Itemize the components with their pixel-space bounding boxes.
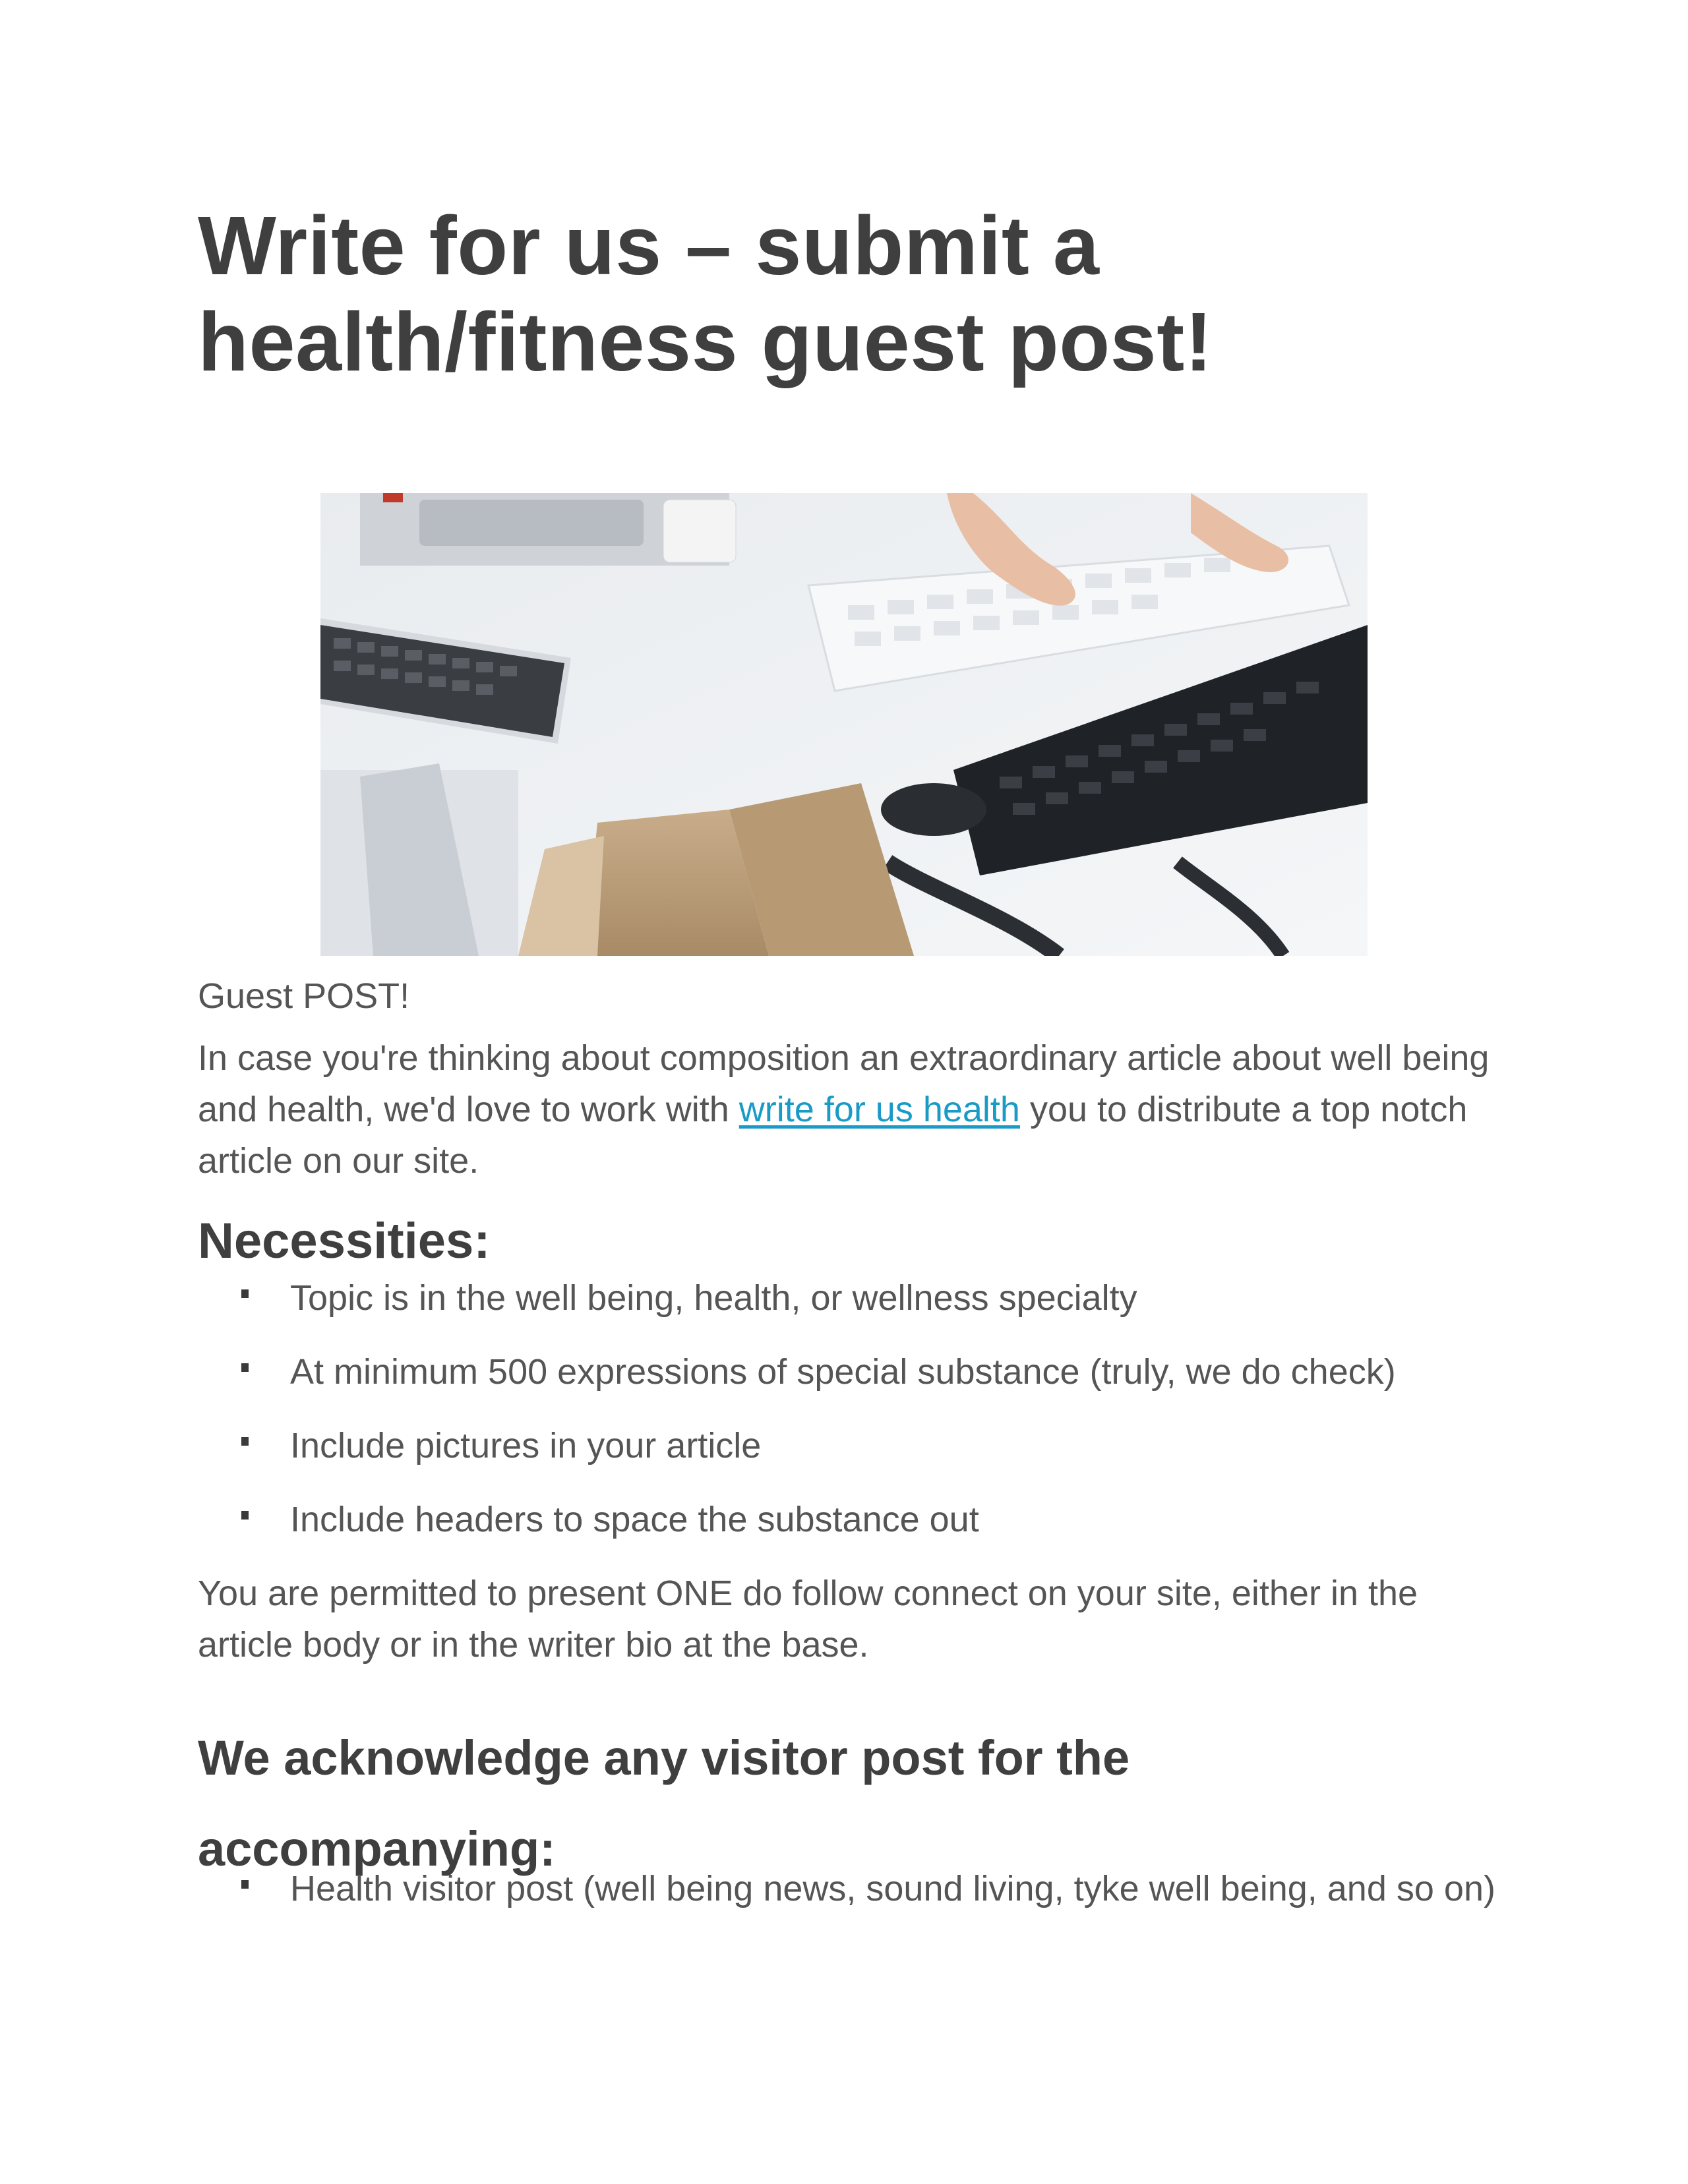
list-item (198, 1420, 1503, 1471)
square-bullet-icon (241, 1880, 249, 1889)
list-item-text: Include headers to space the substance out (290, 1500, 979, 1539)
accept-heading-line-2: accompanying: (198, 1821, 556, 1876)
accepted-topics-list (198, 1863, 1503, 1914)
square-bullet-icon (241, 1437, 249, 1446)
necessities-list (198, 1272, 1503, 1568)
page-title-line-2: health/fitness guest post! (198, 295, 1213, 388)
square-bullet-icon (241, 1289, 249, 1298)
list-item (198, 1494, 1503, 1545)
list-item (198, 1272, 1503, 1324)
list-item-text: At minimum 500 expressions of special substance (truly, we do check) (290, 1352, 1396, 1392)
intro-paragraph (198, 1032, 1490, 1187)
hero-illustration (320, 493, 1368, 956)
write-for-us-health-link[interactable]: write for us health (738, 1090, 1020, 1129)
necessities-heading: Necessities: (198, 1213, 491, 1269)
list-item (198, 1346, 1503, 1398)
square-bullet-icon (241, 1511, 249, 1520)
square-bullet-icon (241, 1363, 249, 1372)
image-caption: Guest POST! (198, 976, 410, 1016)
list-item (198, 1863, 1503, 1914)
intro-text-after-link: you to distribute a top notch article on our site. (198, 1090, 1468, 1181)
intro-text-before-link: In case you're thinking about composition an extraordinary article about well being and health, we'd love to work with (198, 1038, 1490, 1129)
page-title (198, 198, 1503, 390)
accept-heading-line-1: We acknowledge any visitor post for the (198, 1730, 1130, 1785)
list-item-text: Health visitor post (well being news, sound living, tyke well being, and so on) (290, 1869, 1495, 1908)
page-title-line-1: Write for us – submit a (198, 199, 1100, 292)
list-item-text: Include pictures in your article (290, 1426, 762, 1465)
list-item-text: Topic is in the well being, health, or wellness specialty (290, 1278, 1137, 1318)
hero-image-desk-keyboards (320, 493, 1368, 956)
dofollow-link-paragraph: You are permitted to present ONE do follow connect on your site, either in the article body or in the writer bio at the base. (198, 1574, 1418, 1665)
